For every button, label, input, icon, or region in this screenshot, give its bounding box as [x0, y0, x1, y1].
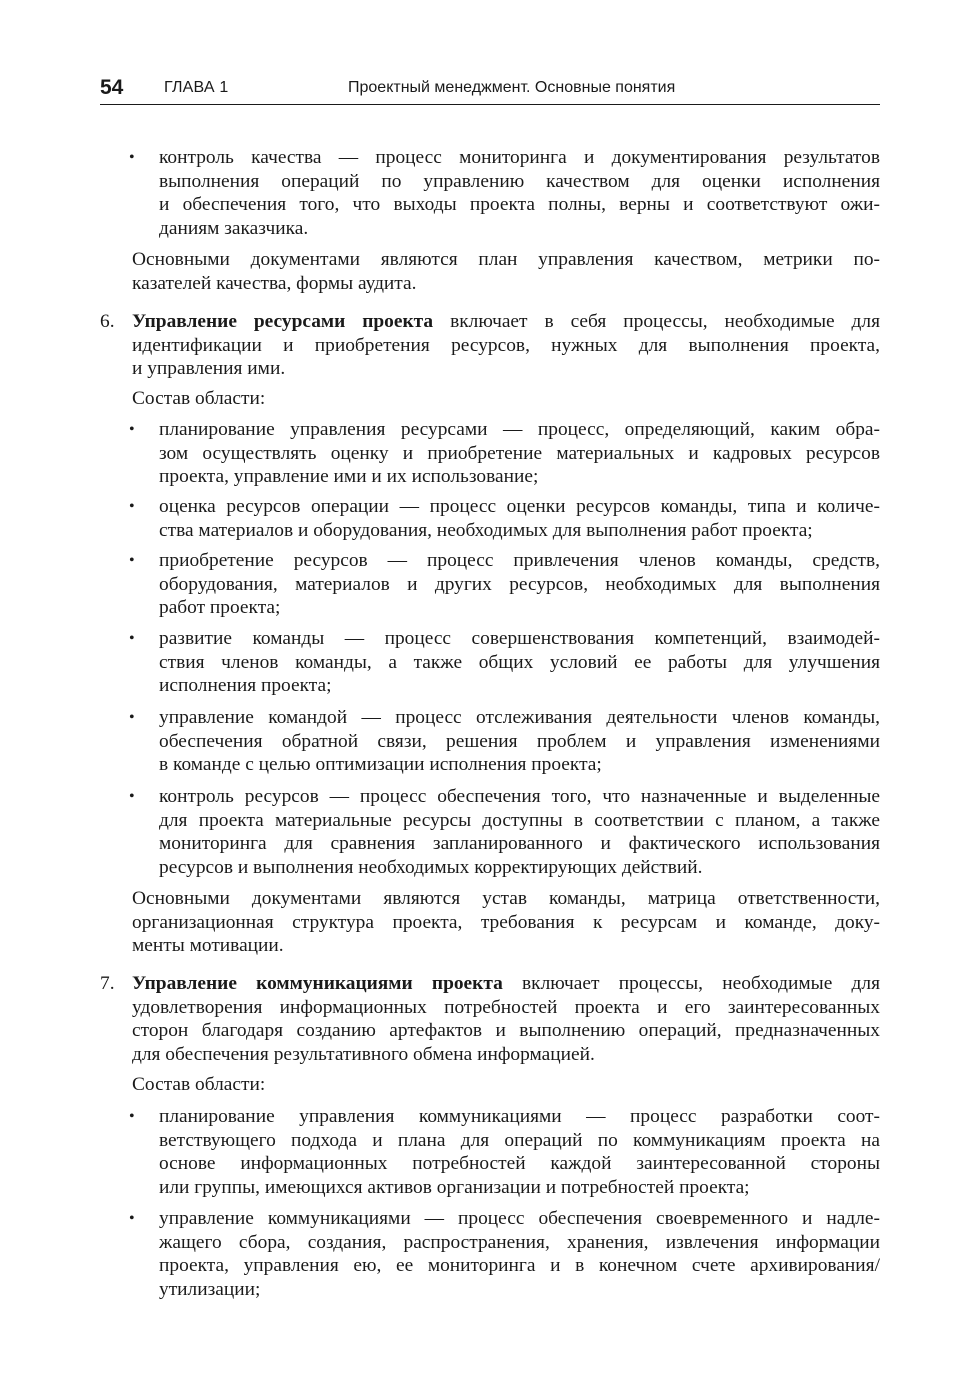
bullet-text: управление коммуникациями — процесс обеспечения своевременного и надле- жащего сбора, создания, распространения, хранения, извлечения информации проекта, управления ею, ее мониторинга и в конечном счете архивирования/ утилизации;	[159, 1208, 880, 1300]
bullet-icon: •	[129, 709, 135, 726]
bullet-icon: •	[129, 630, 135, 647]
bullet-icon: •	[129, 1210, 135, 1227]
bullet-text: развитие команды — процесс совершенствования компетенций, взаимодей- ствия членов команды, а также общих условий ее работы для улучшения исполнения проекта;	[159, 628, 880, 697]
bullet-icon: •	[129, 552, 135, 569]
running-header	[100, 74, 880, 105]
bullet-text: контроль ресурсов — процесс обеспечения того, что назначенные и выделенные для проекта материальные ресурсы доступны в соответствии с планом, а также мониторинга для сравнения запланированного и фактического использования ресурсов и выполнения необходимых корректирующих действий.	[159, 786, 880, 878]
bullet-text: планирование управления коммуникациями — процесс разработки соот- ветствующего подхода и плана для операций по коммуникациям проекта на основе информационных потребностей каждой заинтересованной стороны или группы, имеющихся активов организации и потребностей проекта;	[159, 1106, 880, 1198]
resources-docs-paragraph: Основными документами являются устав команды, матрица ответственности, организационная структура проекта, требования к ресурсам и команде, доку- менты мотивации.	[132, 888, 880, 957]
bullet-text: приобретение ресурсов — процесс привлечения членов команды, средств, оборудования, материалов и других ресурсов, необходимых для выполнения работ проекта;	[159, 550, 880, 619]
bullet-text: планирование управления ресурсами — процесс, определяющий, каким обра- зом осуществлять оценку и приобретение материальных и кадровых ресурсов проекта, управление ими и их использование;	[159, 419, 880, 488]
bullet-icon: •	[129, 1108, 135, 1125]
chapter-title: Проектный менеджмент. Основные понятия	[348, 79, 676, 96]
section-7-intro: Управление коммуникациями проекта включает процессы, необходимые для удовлетворения информационных потребностей проекта и его заинтересованных сторон благодаря созданию артефактов и выполнению операций, предназначенных для обеспечения результативного обмена информацией.	[132, 973, 880, 1065]
bullet-text: контроль качества — процесс мониторинга и документирования результатов выполнения операций по управлению качеством для оценки исполнения и обеспечения того, что выходы проекта полны, верны и соответствуют ожи- даниям заказчика.	[159, 147, 880, 239]
section-7-heading: Управление коммуникациями проекта	[132, 973, 503, 994]
section-6-intro: Управление ресурсами проекта включает в себя процессы, необходимые для идентификации и приобретения ресурсов, нужных для выполнения проекта, и управления ими.	[132, 311, 881, 380]
page-number: 54	[100, 76, 124, 99]
bullet-icon: •	[129, 788, 135, 805]
bullet-text: оценка ресурсов операции — процесс оценки ресурсов команды, типа и количе- ства материалов и оборудования, необходимых для выполнения работ проекта;	[159, 496, 880, 541]
chapter-label: ГЛАВА 1	[164, 79, 229, 96]
quality-docs-paragraph: Основными документами являются план управления качеством, метрики по- казателей качества, формы аудита.	[132, 249, 880, 294]
bullet-icon: •	[129, 498, 135, 515]
bullet-icon: •	[129, 421, 135, 438]
section-number-7: 7.	[100, 973, 115, 994]
scope-label-6: Состав области:	[132, 388, 266, 409]
section-number-6: 6.	[100, 311, 115, 332]
bullet-text: управление командой — процесс отслеживания деятельности членов команды, обеспечения обратной связи, решения проблем и управления изменениями в команде с целью оптимизации исполнения проекта;	[159, 707, 880, 776]
section-6-heading: Управление ресурсами проекта	[132, 311, 434, 332]
scope-label-7: Состав области:	[132, 1074, 266, 1095]
bullet-icon: •	[129, 149, 135, 166]
